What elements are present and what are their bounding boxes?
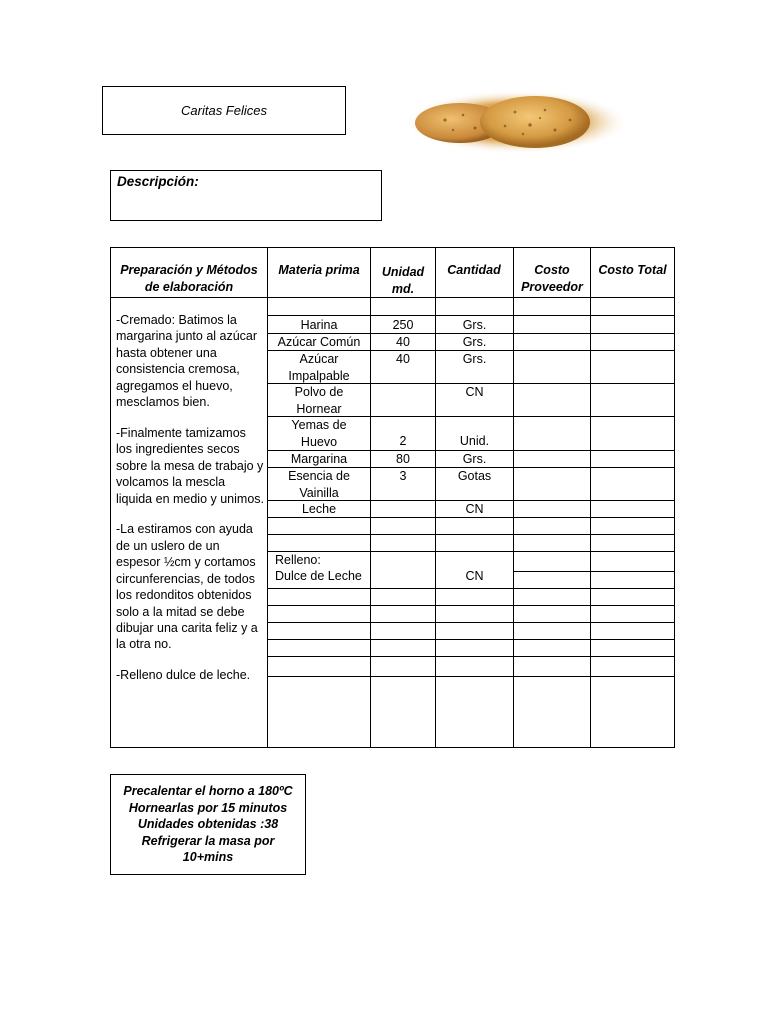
header-total-cost: Costo Total bbox=[598, 263, 667, 277]
header-unit: Unidad md. bbox=[381, 265, 425, 296]
ingredient-cell: Esencia de Vainilla bbox=[288, 469, 350, 500]
quantity-cell: CN bbox=[465, 502, 484, 516]
quantity-cell: Grs. bbox=[462, 352, 487, 366]
quantity-cell: Gotas bbox=[457, 469, 492, 483]
unit-cell: 2 bbox=[399, 434, 407, 448]
recipe-table bbox=[110, 247, 675, 748]
method-text bbox=[116, 312, 264, 698]
unit-cell: 250 bbox=[392, 318, 414, 332]
method-paragraph: -Finalmente tamizamos los ingredientes secos sobre la mesa de trabajo y volcamos la mescla liquida en medio y unimos. bbox=[116, 425, 264, 506]
header-supplier-cost: Costo Proveedor bbox=[521, 263, 583, 294]
notes-line: Precalentar el horno a 180ºC bbox=[123, 784, 293, 799]
ingredient-cell: Relleno: bbox=[275, 553, 321, 567]
header-ingredient: Materia prima bbox=[278, 263, 360, 277]
header-method: Preparación y Métodos de elaboración bbox=[120, 263, 258, 294]
description-box bbox=[110, 170, 382, 221]
cookie-image bbox=[405, 90, 630, 155]
method-paragraph: -Relleno dulce de leche. bbox=[116, 668, 251, 683]
quantity-cell: Grs. bbox=[462, 452, 487, 466]
unit-cell: 40 bbox=[396, 352, 410, 366]
notes-line: Refrigerar la masa por bbox=[141, 833, 275, 848]
header-quantity: Cantidad bbox=[447, 263, 501, 277]
ingredient-cell: Polvo de Hornear bbox=[294, 385, 344, 416]
ingredient-cell: Azúcar Común bbox=[277, 335, 361, 349]
unit-cell: 40 bbox=[396, 335, 410, 349]
notes-line: Unidades obtenidas :38 bbox=[137, 817, 279, 832]
ingredient-cell: Yemas de Huevo bbox=[291, 418, 347, 449]
ingredient-cell: Leche bbox=[301, 502, 337, 516]
description-label: Descripción: bbox=[117, 174, 199, 189]
ingredient-cell: Azúcar Impalpable bbox=[288, 352, 350, 383]
recipe-title: Caritas Felices bbox=[181, 103, 267, 118]
quantity-cell: CN bbox=[465, 569, 484, 583]
recipe-title-box bbox=[102, 86, 346, 135]
unit-cell: 80 bbox=[396, 452, 410, 466]
notes-line: Hornearlas por 15 minutos bbox=[128, 800, 288, 815]
unit-cell: 3 bbox=[399, 469, 407, 483]
quantity-cell: Grs. bbox=[462, 318, 487, 332]
baking-notes-box bbox=[110, 774, 306, 875]
ingredient-cell: Harina bbox=[300, 318, 338, 332]
method-paragraph: -La estiramos con ayuda de un uslero de un espesor ½cm y cortamos circunferencias, de todos los redonditos obtenidos solo a la mitad se debe dibujar una carita feliz y a la otra no. bbox=[116, 522, 258, 652]
method-paragraph: -Cremado: Batimos la margarina junto al azúcar hasta obtener una consistencia cremosa, agregamos el huevo, mesclamos bien. bbox=[116, 313, 258, 410]
ingredient-cell: Margarina bbox=[290, 452, 348, 466]
ingredient-cell: Dulce de Leche bbox=[275, 569, 362, 583]
quantity-cell: Grs. bbox=[462, 335, 487, 349]
notes-line: 10+mins bbox=[182, 850, 234, 865]
quantity-cell: CN bbox=[465, 385, 484, 399]
quantity-cell: Unid. bbox=[459, 434, 490, 448]
